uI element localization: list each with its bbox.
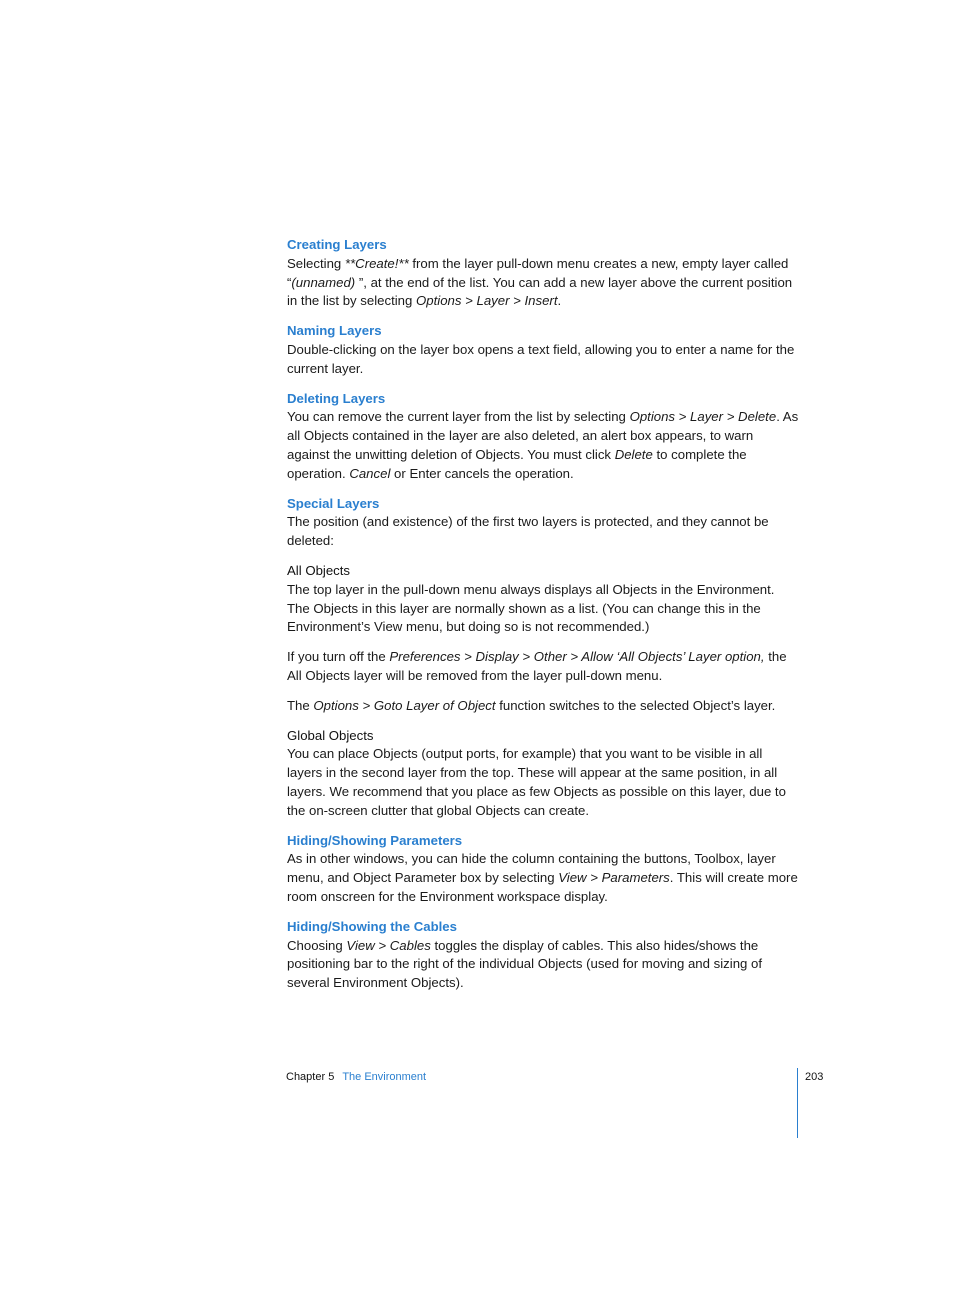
section-heading-deleting-layers: Deleting Layers — [287, 390, 386, 406]
body-paragraph: You can place Objects (output ports, for example) that you want to be visible in all layers in the second layer from the top. These will appear at the same position, in all layers. We recommend that you place as few Objects as possible on this layer, due to the on-screen clutter that global Objects can create. — [287, 746, 786, 818]
body-paragraph: You can remove the current layer from the list by selecting Options > Layer > Delete. As all Objects contained in the layer are also deleted, an alert box appears, to warn against the unwitting deletion of Objects. You must click Delete to complete the operation. Cancel or Enter cancels the operation. — [287, 409, 799, 481]
section-heading-naming-layers: Naming Layers — [287, 323, 382, 339]
section-heading-special-layers: Special Layers — [287, 495, 380, 511]
section-special-layers — [287, 495, 799, 551]
subsection-all-objects — [287, 562, 799, 716]
subsection-heading-global-objects: Global Objects — [287, 727, 374, 743]
body-paragraph: Selecting **Create!** from the layer pull-down menu creates a new, empty layer called “(unnamed) ”, at the end of the list. You can add a new layer above the current position in the list by selecting Options > Layer > Insert. — [287, 255, 793, 309]
body-paragraph: The top layer in the pull-down menu always displays all Objects in the Environment. The Objects in this layer are normally shown as a list. (You can change this in the Environment’s View menu, but doing so is not recommended.) — [287, 581, 775, 635]
section-naming-layers — [287, 322, 799, 378]
subsection-global-objects — [287, 727, 799, 821]
body-paragraph: Double-clicking on the layer box opens a text field, allowing you to enter a name for the current layer. — [287, 341, 795, 376]
page-number: 203 — [805, 1071, 824, 1083]
body-paragraph: The position (and existence) of the first two layers is protected, and they cannot be deleted: — [287, 514, 769, 549]
footer-divider — [797, 1068, 798, 1138]
body-paragraph: If you turn off the Preferences > Display > Other > Allow ‘All Objects’ Layer option, the All Objects layer will be removed from the layer pull-down menu. — [287, 649, 787, 683]
footer-chapter-number: Chapter 5 — [286, 1071, 335, 1083]
body-paragraph: As in other windows, you can hide the column containing the buttons, Toolbox, layer menu, and Object Parameter box by selecting View > Parameters. This will create more room onscreen for the Environment workspace display. — [287, 851, 798, 904]
section-deleting-layers — [287, 390, 799, 484]
section-hiding-showing-parameters — [287, 832, 799, 907]
section-heading-hiding-showing-cables: Hiding/Showing the Cables — [287, 918, 457, 934]
body-paragraph: Choosing View > Cables toggles the display of cables. This also hides/shows the positioning bar to the right of the individual Objects (used for moving and sizing of several Environment Objects). — [287, 937, 763, 991]
section-heading-hiding-showing-parameters: Hiding/Showing Parameters — [287, 832, 463, 848]
section-creating-layers — [287, 236, 799, 311]
section-hiding-showing-cables — [287, 918, 799, 993]
page-content — [287, 236, 799, 1004]
subsection-heading-all-objects: All Objects — [287, 562, 351, 578]
footer-chapter-label — [286, 1070, 426, 1084]
footer-chapter-title: The Environment — [342, 1071, 427, 1083]
body-paragraph: The Options > Goto Layer of Object function switches to the selected Object’s layer. — [287, 697, 776, 713]
section-heading-creating-layers: Creating Layers — [287, 237, 387, 252]
